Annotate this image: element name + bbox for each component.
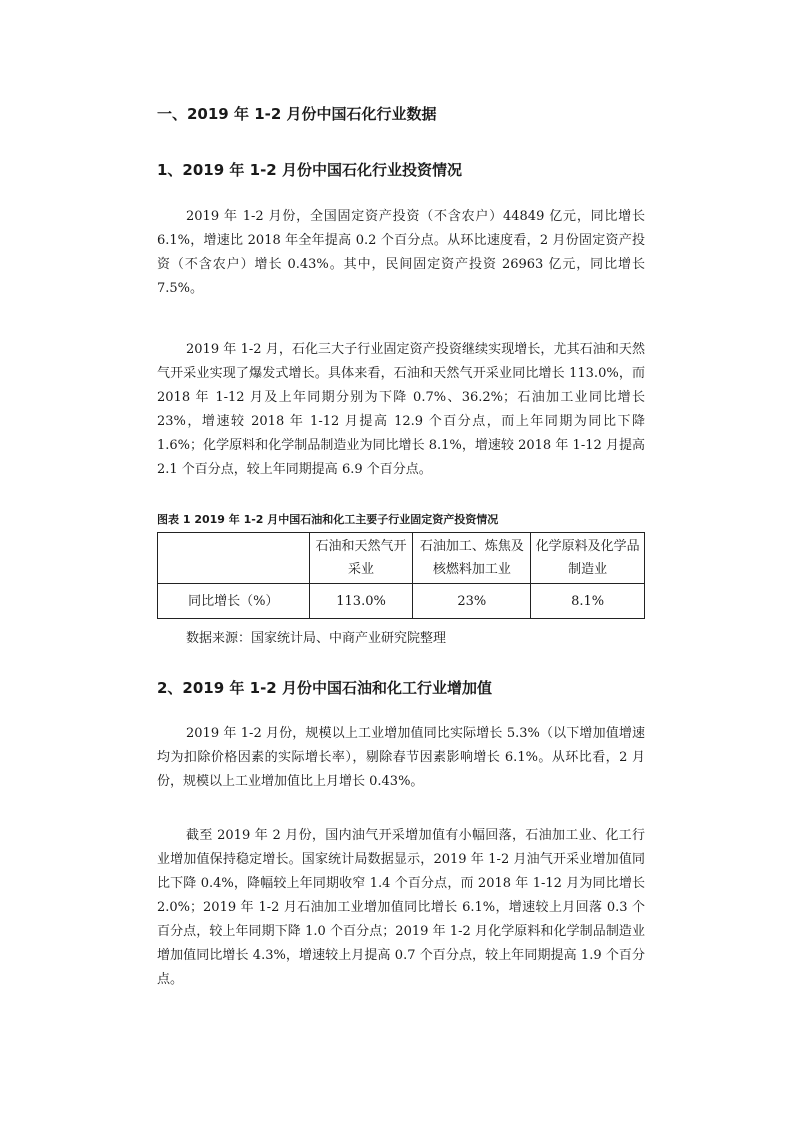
section1-title: 1、2019 年 1-2 月份中国石化行业投资情况 [157, 161, 462, 179]
table-corner-cell [158, 533, 310, 584]
table-source-note: 数据来源：国家统计局、中商产业研究院整理 [186, 631, 447, 646]
section2-paragraph-1: 2019 年 1-2 月份，规模以上工业增加值同比实际增长 5.3%（以下增加值增速均为扣除价格因素的实际增长率），剔除春节因素影响增长 6.1%。从环比看，2 月份，规模以上工业增加值比上月增长 0.43%。 [157, 726, 645, 789]
table-value-chemical: 8.1% [531, 584, 645, 619]
section1-paragraph-2: 2019 年 1-2 月，石化三大子行业固定资产投资继续实现增长，尤其石油和天然气开采业实现了爆发式增长。具体来看，石油和天然气开采业同比增长 113.0%，而 2018 年 1-12 月及上年同期分别为下降 0.7%、36.2%；石油加工业同比增长 23%，增速较 2018 年 1-12 月提高 12.9 个百分点，而上年同期为同比下降 1.6%；化学原料和化学制品制造业为同比增长 8.1%，增速较 2018 年 1-12 月提高 2.1 个百分点，较上年同期提高 6.9 个百分点。 [157, 342, 645, 477]
table-header-refining: 石油加工、炼焦及核燃料加工业 [413, 533, 531, 584]
main-heading: 一、2019 年 1-2 月份中国石化行业数据 [157, 105, 437, 123]
investment-table [157, 532, 645, 619]
table-value-oil-gas: 113.0% [309, 584, 413, 619]
table-value-refining: 23% [413, 584, 531, 619]
section2-paragraph-2: 截至 2019 年 2 月份，国内油气开采增加值有小幅回落，石油加工业、化工行业增加值保持稳定增长。国家统计局数据显示，2019 年 1-2 月油气开采业增加值同比下降 0.4%，降幅较上年同期收窄 1.4 个百分点，而 2018 年 1-12 月为同比增长 2.0%；2019 年 1-2 月石油加工业增加值同比增长 6.1%，增速较上月回落 0.3 个百分点，较上年同期下降 1.0 个百分点；2019 年 1-2 月化学原料和化学制品制造业增加值同比增长 4.3%，增速较上月提高 0.7 个百分点，较上年同期提高 1.9 个百分点。 [157, 828, 645, 987]
section2-title: 2、2019 年 1-2 月份中国石油和化工行业增加值 [157, 679, 492, 697]
table-header-chemical: 化学原料及化学品制造业 [531, 533, 645, 584]
table-header-row [158, 533, 645, 584]
table-row [158, 584, 645, 619]
table-header-oil-gas: 石油和天然气开采业 [309, 533, 413, 584]
section1-paragraph-1: 2019 年 1-2 月份，全国固定资产投资（不含农户）44849 亿元，同比增长 6.1%，增速比 2018 年全年提高 0.2 个百分点。从环比速度看，2 月份固定资产投资（不含农户）增长 0.43%。其中，民间固定资产投资 26963 亿元，同比增长 7.5%。 [157, 209, 645, 296]
table-caption: 图表 1 2019 年 1-2 月中国石油和化工主要子行业固定资产投资情况 [157, 513, 499, 526]
table-row-label: 同比增长（%） [158, 584, 310, 619]
